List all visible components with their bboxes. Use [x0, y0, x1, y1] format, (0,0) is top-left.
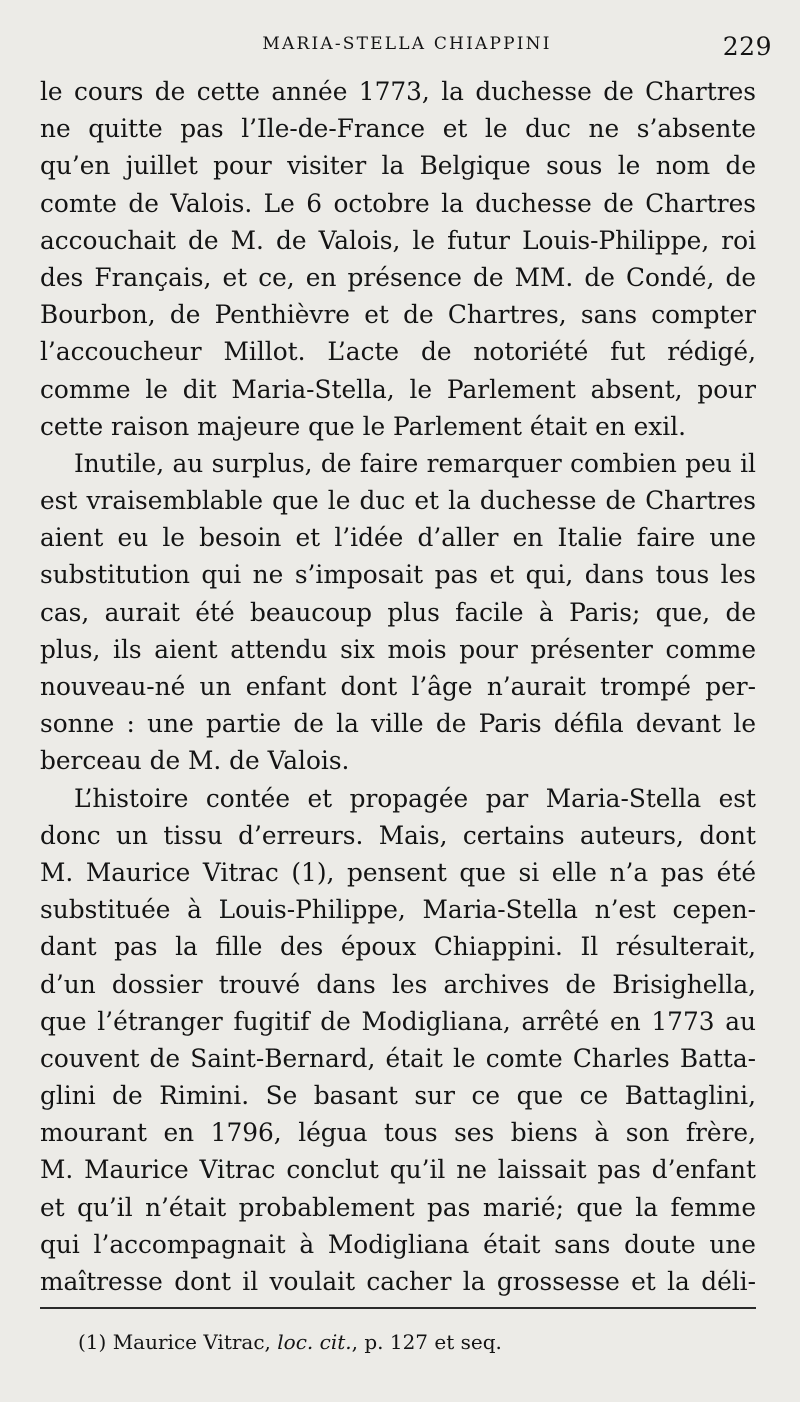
- text-line: l’accoucheur Millot. L’acte de notoriété fut rédigé,: [40, 337, 756, 367]
- text-line: sonne : une partie de la ville de Paris défila devant le: [40, 709, 756, 739]
- text-line: ne quitte pas l’Ile-de-France et le duc ne s’absente: [40, 114, 756, 144]
- text-line: que l’étranger fugitif de Modigliana, arrêté en 1773 au: [40, 1006, 756, 1036]
- text-line: aient eu le besoin et l’idée d’aller en Italie faire une: [40, 523, 756, 553]
- running-head: MARIA-STELLA CHIAPPINI: [262, 34, 552, 54]
- text-line: Bourbon, de Penthièvre et de Chartres, sans compter: [40, 300, 756, 330]
- footnote-rest: , p. 127 et seq.: [351, 1330, 502, 1354]
- body-text: [40, 73, 756, 1300]
- text-line: comte de Valois. Le 6 octobre la duchesse de Chartres: [40, 188, 756, 218]
- text-line: dant pas la fille des époux Chiappini. Il résulterait,: [40, 932, 756, 962]
- text-line: Inutile, au surplus, de faire remarquer combien peu il: [74, 448, 756, 478]
- footnote-marker: (1): [78, 1330, 107, 1354]
- text-line: comme le dit Maria-Stella, le Parlement absent, pour: [40, 374, 756, 404]
- text-line: plus, ils aient attendu six mois pour présenter comme: [40, 634, 756, 664]
- page-header: [42, 34, 772, 64]
- page-number: 229: [722, 32, 772, 61]
- text-line: est vraisemblable que le duc et la duchesse de Chartres: [40, 486, 756, 516]
- text-line: nouveau-né un enfant dont l’âge n’aurait trompé per-: [40, 672, 756, 701]
- text-line: accouchait de M. de Valois, le futur Louis-Philippe, roi: [40, 225, 756, 255]
- text-line: et qu’il n’était probablement pas marié; que la femme: [40, 1192, 756, 1222]
- text-line: M. Maurice Vitrac (1), pensent que si elle n’a pas été: [40, 857, 756, 887]
- text-line: cas, aurait été beaucoup plus facile à Paris; que, de: [40, 597, 756, 627]
- text-line: M. Maurice Vitrac conclut qu’il ne laissait pas d’enfant: [40, 1155, 756, 1185]
- text-line: substitution qui ne s’imposait pas et qui, dans tous les: [40, 560, 756, 590]
- text-line: qui l’accompagnait à Modigliana était sans doute une: [40, 1229, 756, 1259]
- text-line: couvent de Saint-Bernard, était le comte Charles Batta-: [40, 1043, 756, 1073]
- footnote-author: Maurice Vitrac,: [112, 1330, 271, 1354]
- text-line: mourant en 1796, légua tous ses biens à son frère,: [40, 1118, 756, 1148]
- text-line: substituée à Louis-Philippe, Maria-Stella n’est cepen-: [40, 895, 756, 925]
- text-line: glini de Rimini. Se basant sur ce que ce Battaglini,: [40, 1081, 756, 1111]
- text-line: le cours de cette année 1773, la duchesse de Chartres: [40, 77, 756, 106]
- text-line: d’un dossier trouvé dans les archives de Brisighella,: [40, 969, 756, 999]
- footnote-rule: [40, 1307, 756, 1309]
- text-line: L’histoire contée et propagée par Maria-Stella est: [74, 783, 756, 813]
- footnote-citation: loc. cit.: [277, 1330, 352, 1354]
- text-line: cette raison majeure que le Parlement était en exil.: [40, 411, 687, 441]
- text-line: donc un tissu d’erreurs. Mais, certains auteurs, dont: [40, 820, 756, 850]
- footnote: [78, 1330, 502, 1354]
- text-line: maîtresse dont il voulait cacher la grossesse et la déli-: [40, 1267, 756, 1296]
- text-line: des Français, et ce, en présence de MM. de Condé, de: [40, 262, 756, 292]
- text-line: berceau de M. de Valois.: [40, 746, 350, 776]
- text-line: qu’en juillet pour visiter la Belgique sous le nom de: [40, 151, 756, 181]
